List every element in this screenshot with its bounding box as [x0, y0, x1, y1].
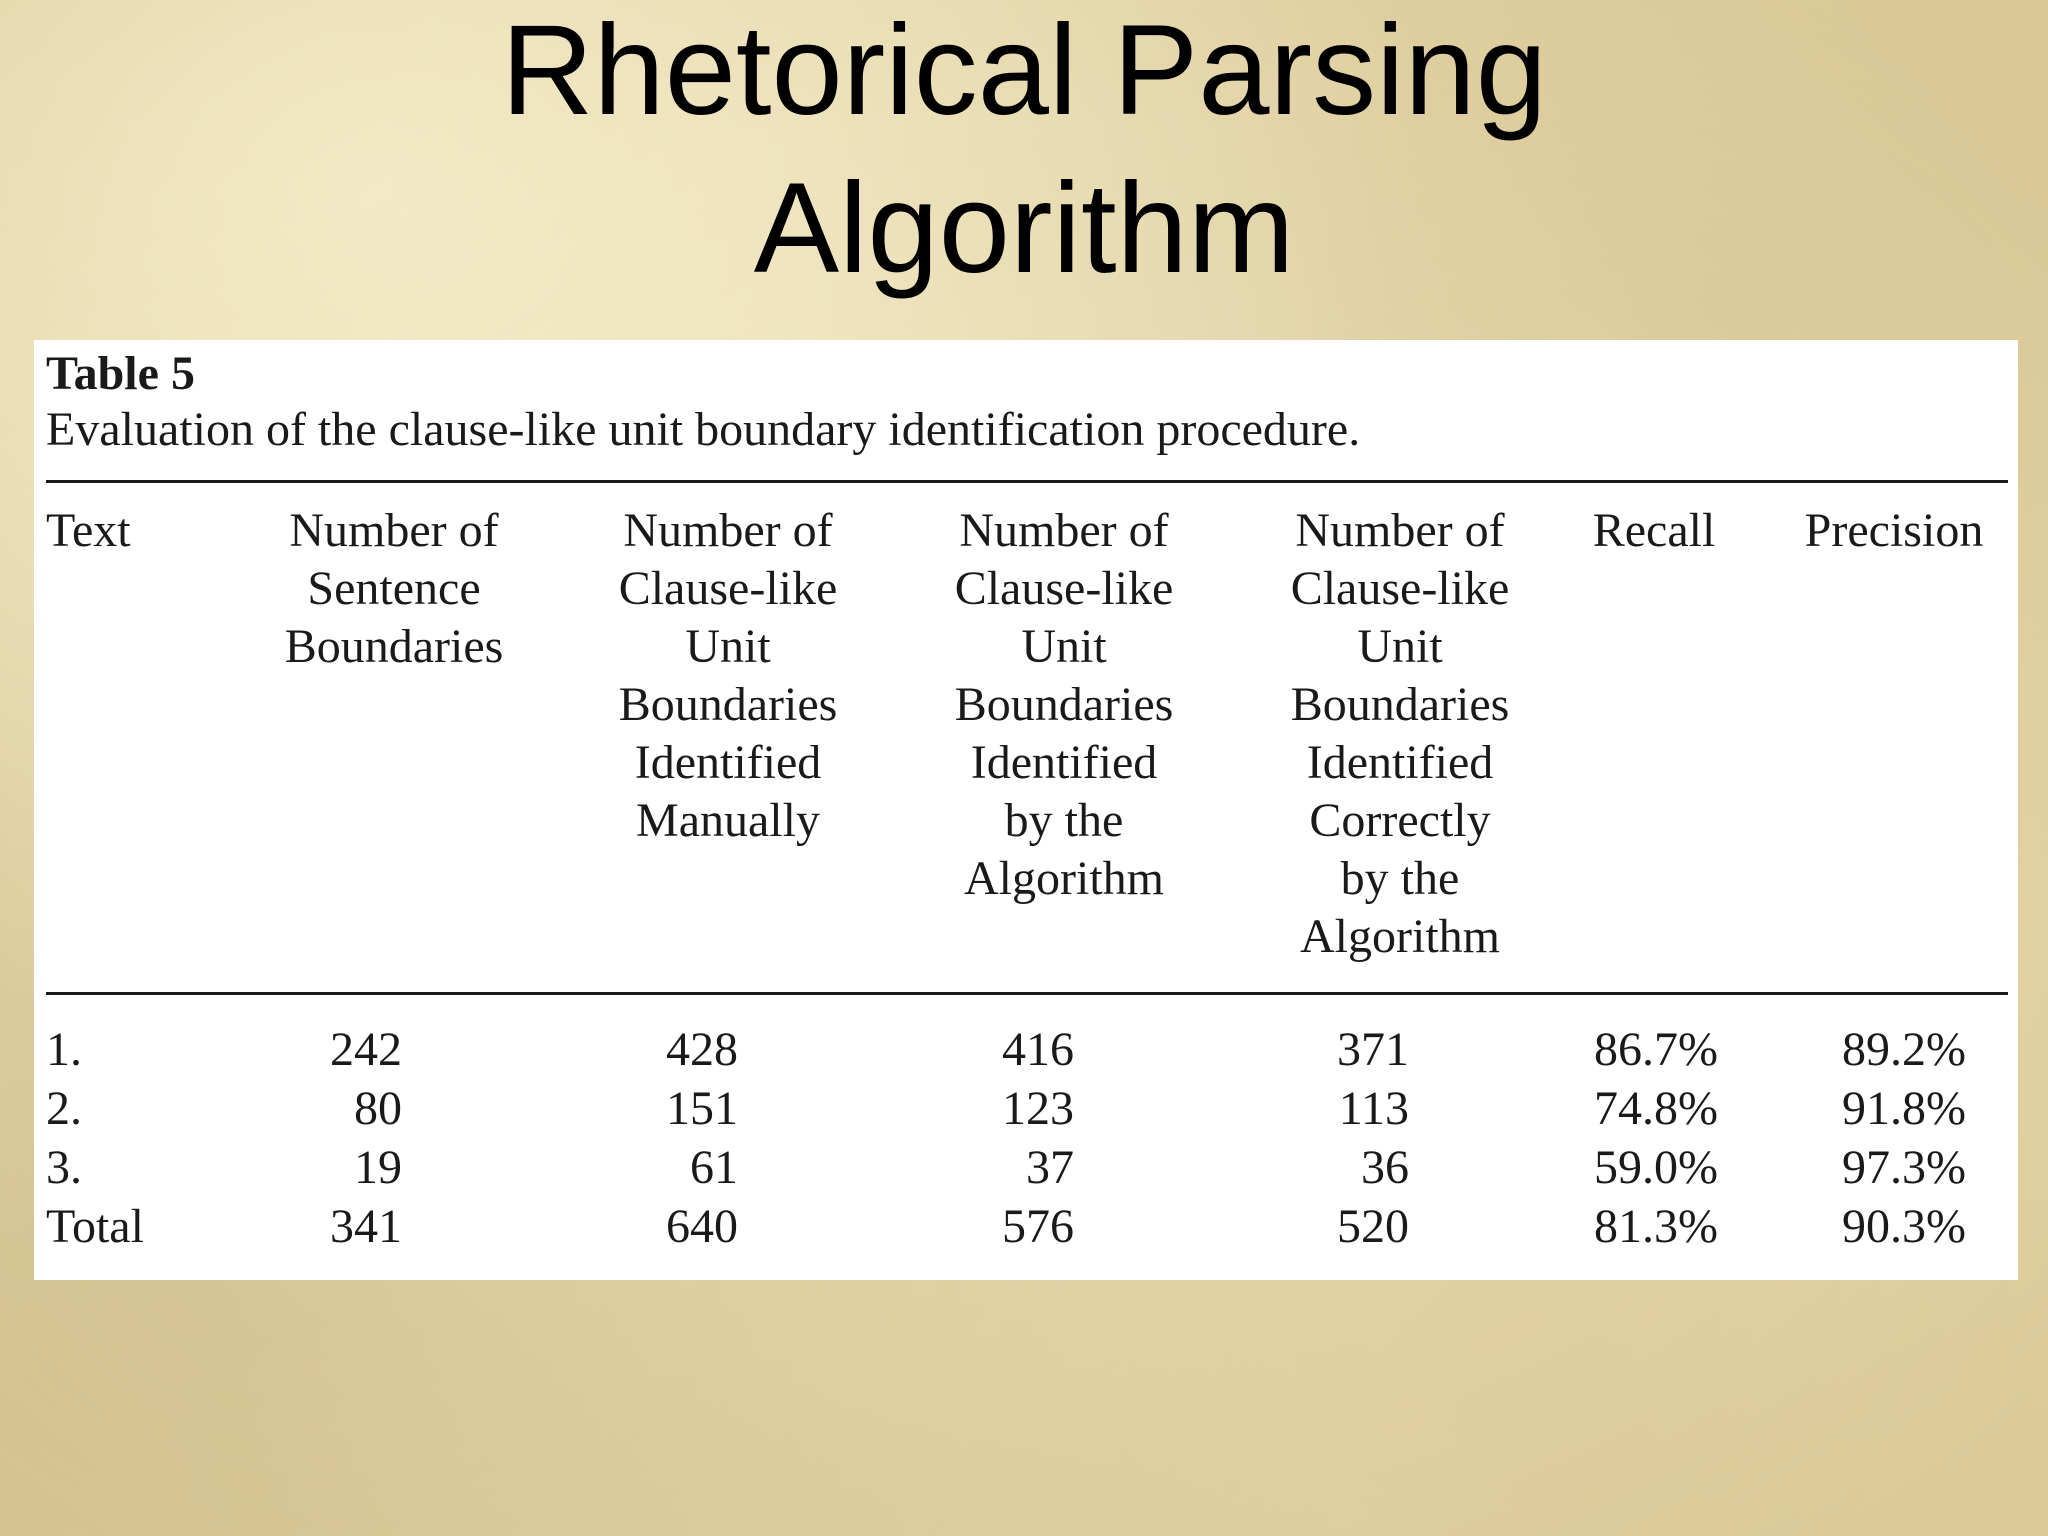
table-cell-manual: 640 — [666, 1200, 738, 1253]
table-image-panel — [34, 340, 2018, 1280]
table-label: Table 5 — [46, 347, 195, 400]
table-cell-precision: 89.2% — [1842, 1023, 1966, 1076]
table-cell-precision: 97.3% — [1842, 1141, 1966, 1194]
table-cell-precision: 91.8% — [1842, 1082, 1966, 1135]
table-cell-recall: 81.3% — [1594, 1200, 1718, 1253]
slide-title — [0, 0, 2048, 308]
column-header-identified-by-algorithm: Number of Clause-like Unit Boundaries Identified by the Algorithm — [954, 504, 1174, 905]
table-top-rule — [46, 480, 2008, 483]
table-cell-algorithm: 416 — [1002, 1023, 1074, 1076]
column-header-identified-manually: Number of Clause-like Unit Boundaries Identified Manually — [618, 504, 838, 847]
table-cell-correct: 113 — [1338, 1082, 1409, 1135]
table-cell-algorithm: 37 — [1026, 1141, 1074, 1194]
table-cell-recall: 59.0% — [1594, 1141, 1718, 1194]
table-cell-manual: 151 — [666, 1082, 738, 1135]
table-cell-text: 2. — [46, 1082, 82, 1135]
table-cell-manual: 61 — [690, 1141, 738, 1194]
table-caption: Evaluation of the clause-like unit boundary identification procedure. — [46, 403, 1361, 456]
table-cell-correct: 371 — [1337, 1023, 1409, 1076]
slide-title-line-2: Algorithm — [753, 157, 1295, 300]
table-cell-sentence-boundaries: 341 — [330, 1200, 402, 1253]
table-cell-recall: 86.7% — [1594, 1023, 1718, 1076]
table-cell-precision: 90.3% — [1842, 1200, 1966, 1253]
table-cell-sentence-boundaries: 242 — [330, 1023, 402, 1076]
table-cell-sentence-boundaries: 19 — [354, 1141, 402, 1194]
table-cell-text: Total — [46, 1200, 144, 1253]
column-header-sentence-boundaries: Number of Sentence Boundaries — [284, 504, 504, 673]
slide-title-line-1: Rhetorical Parsing — [501, 0, 1547, 142]
table-header-rule — [46, 992, 2008, 995]
table-cell-text: 1. — [46, 1023, 82, 1076]
table-cell-manual: 428 — [666, 1023, 738, 1076]
column-header-recall: Recall — [1592, 504, 1716, 557]
table-cell-sentence-boundaries: 80 — [354, 1082, 402, 1135]
table-cell-correct: 36 — [1361, 1141, 1409, 1194]
table-cell-recall: 74.8% — [1594, 1082, 1718, 1135]
table-cell-algorithm: 123 — [1002, 1082, 1074, 1135]
column-header-identified-correctly: Number of Clause-like Unit Boundaries Identified Correctly by the Algorithm — [1290, 504, 1510, 963]
table-cell-algorithm: 576 — [1002, 1200, 1074, 1253]
table-cell-text: 3. — [46, 1141, 82, 1194]
column-header-text: Text — [46, 504, 131, 557]
table-cell-correct: 520 — [1337, 1200, 1409, 1253]
column-header-precision: Precision — [1804, 504, 1984, 557]
